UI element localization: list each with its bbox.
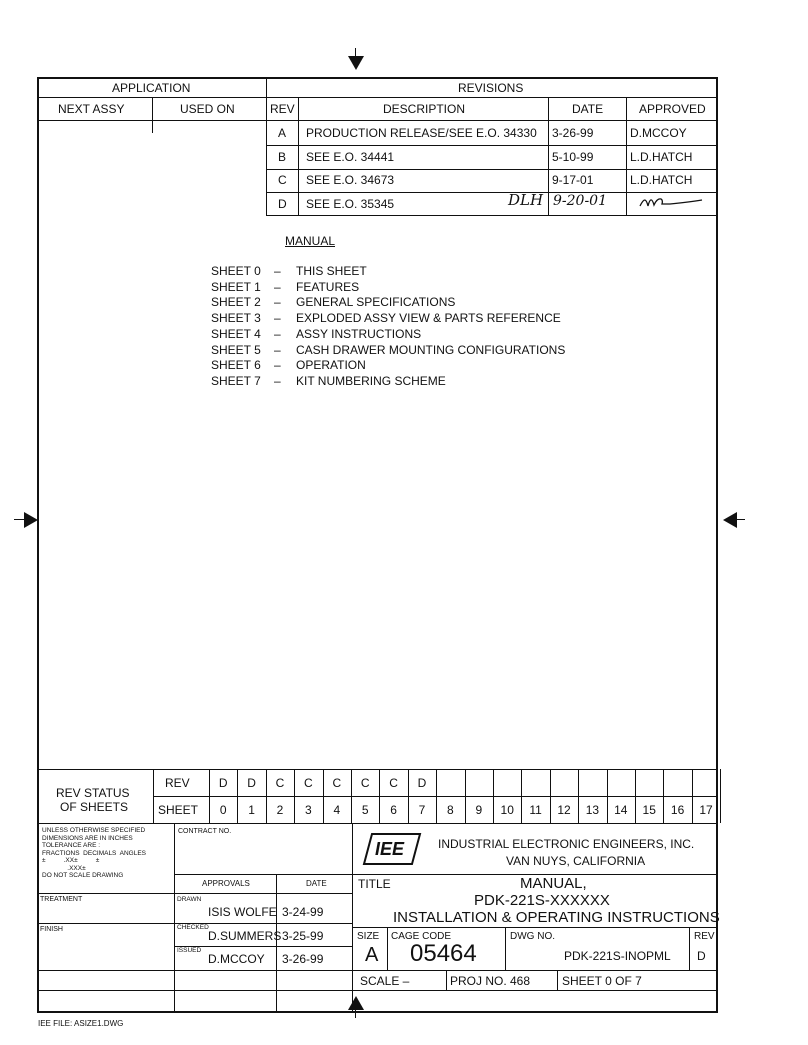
sheet-list-label: SHEET 4 — [211, 326, 261, 341]
sheet-list-dash: – — [274, 279, 281, 294]
sheet-list-label: SHEET 1 — [211, 279, 261, 294]
rev-b-date: 5-10-99 — [552, 150, 594, 164]
top-center-arrow-stem — [355, 48, 356, 58]
company-name: INDUSTRIAL ELECTRONIC ENGINEERS, INC. — [438, 837, 695, 851]
sheet-number: 8 — [447, 803, 454, 817]
tolerance-note-line: UNLESS OTHERWISE SPECIFIED — [42, 827, 146, 834]
sheet-number: 7 — [418, 803, 426, 817]
sheet-rev-letter: C — [332, 776, 342, 790]
treatment-label: TREATMENT — [40, 896, 83, 903]
drawing-frame — [37, 77, 718, 1013]
issued-date: 3-26-99 — [282, 952, 324, 966]
rev-status-label-2: OF SHEETS — [60, 800, 129, 814]
rev-value: D — [697, 949, 706, 963]
sheet-list-text: CASH DRAWER MOUNTING CONFIGURATIONS — [296, 342, 566, 357]
sheet-list-dash: – — [274, 295, 281, 310]
contract-no-label: CONTRACT NO. — [178, 828, 232, 835]
sheet-list-label: SHEET 7 — [211, 373, 261, 388]
sheet-list-text: GENERAL SPECIFICATIONS — [296, 295, 456, 310]
sheet-number: 0 — [219, 803, 227, 817]
sheet-number: 6 — [390, 803, 397, 817]
rev-c-approved: L.D.HATCH — [630, 173, 693, 187]
iee-logo — [362, 832, 422, 866]
scale-label: SCALE – — [360, 974, 410, 988]
title-label: TITLE — [358, 877, 391, 891]
rev-d: D — [278, 197, 287, 211]
sheet-list-label: SHEET 6 — [211, 358, 261, 373]
sheet-number: 3 — [305, 803, 312, 817]
rev-d-approval-signature — [636, 192, 706, 212]
rev-c-description: SEE E.O. 34673 — [306, 173, 395, 187]
sheet-number: 11 — [529, 803, 542, 817]
sheet-list-dash: – — [274, 358, 281, 373]
sheet-number: 4 — [333, 803, 341, 817]
sheet-number: 14 — [614, 803, 628, 817]
sheet-list-dash: – — [274, 342, 281, 357]
description-col-header: DESCRIPTION — [383, 102, 466, 116]
sheet-rev-letter: C — [275, 776, 285, 790]
iee-logo-text: IEE — [375, 839, 405, 859]
checked-by: D.SUMMERS — [208, 929, 282, 943]
sheet-rev-letter: C — [360, 776, 370, 790]
rev-d-description: SEE E.O. 35345 — [306, 197, 395, 211]
rev-d-initials: DLH — [508, 191, 544, 209]
sheet-number: 17 — [699, 803, 713, 817]
approvals-label: APPROVALS — [202, 879, 250, 888]
sheet-list-text: ASSY INSTRUCTIONS — [296, 326, 422, 341]
right-center-arrow-stem — [735, 519, 745, 520]
rev-a-date: 3-26-99 — [552, 126, 594, 140]
cage-code-value: 05464 — [410, 940, 477, 967]
sheet-number: 9 — [475, 803, 483, 817]
sheet-list-label: SHEET 2 — [211, 295, 261, 310]
rev-label: REV — [694, 931, 715, 942]
application-title: APPLICATION — [112, 81, 191, 95]
sheet-rev-letter: C — [389, 776, 398, 790]
tolerance-note-line: DO NOT SCALE DRAWING — [42, 872, 124, 879]
title-line-2: PDK-221S-XXXXXX — [474, 892, 610, 909]
used-on-header: USED ON — [180, 102, 235, 116]
size-label: SIZE — [357, 931, 380, 942]
tolerance-note-line: ± .XX± ± — [42, 857, 100, 864]
rev-status-label-1: REV STATUS — [56, 786, 130, 800]
title-line-1: MANUAL, — [520, 875, 587, 892]
file-note: IEE FILE: ASIZE1.DWG — [38, 1019, 124, 1028]
sheet-number: 5 — [361, 803, 369, 817]
rev-a-description: PRODUCTION RELEASE/SEE E.O. 34330 — [306, 126, 537, 140]
drawn-date: 3-24-99 — [282, 905, 324, 919]
issued-by: D.MCCOY — [208, 952, 265, 966]
sheet-rev-letter: C — [304, 776, 313, 790]
checked-date: 3-25-99 — [282, 929, 324, 943]
proj-no: PROJ NO. 468 — [450, 974, 531, 988]
tolerance-note-line: TOLERANCE ARE : — [42, 842, 101, 849]
sheet-list-dash: – — [274, 326, 281, 341]
sheet-number: 12 — [557, 803, 571, 817]
drawn-label: DRAWN — [177, 896, 202, 903]
sheet-number: 16 — [670, 803, 685, 817]
manual-heading: MANUAL — [285, 234, 336, 248]
sheet-rev-letter: D — [247, 776, 256, 790]
issued-label: ISSUED — [177, 947, 202, 954]
sheet-number: 1 — [248, 803, 255, 817]
rev-row-label: REV — [165, 776, 190, 790]
rev-a: A — [278, 126, 287, 140]
title-line-3: INSTALLATION & OPERATING INSTRUCTIONS — [393, 909, 720, 926]
sheet-list-text: THIS SHEET — [296, 264, 367, 278]
rev-grid-line — [720, 769, 721, 823]
sheet-list-text: FEATURES — [296, 279, 360, 294]
tolerance-note-line: DIMENSIONS ARE IN INCHES — [42, 834, 133, 842]
sheet-list-text: OPERATION — [296, 358, 366, 373]
next-assy-header: NEXT ASSY — [58, 102, 125, 116]
sheet-number: 13 — [585, 803, 600, 817]
sheet-number: 10 — [500, 803, 514, 817]
sheet-row-label: SHEET — [158, 803, 199, 817]
rev-d-date: 9-20-01 — [553, 193, 607, 209]
sheet-of: SHEET 0 OF 7 — [562, 974, 642, 988]
rev-a-approved: D.MCCOY — [630, 126, 687, 140]
sheet-list-dash: – — [274, 311, 281, 326]
rev-col-header: REV — [270, 102, 295, 116]
sheet-list-text: KIT NUMBERING SCHEME — [296, 373, 446, 388]
sheet-list-label: SHEET 0 — [211, 264, 261, 278]
sheet-list-dash: – — [274, 264, 281, 278]
rev-c: C — [278, 173, 287, 187]
sheet-number: 15 — [642, 803, 656, 817]
rev-b-approved: L.D.HATCH — [630, 150, 693, 164]
top-center-arrow — [348, 56, 364, 70]
sheet-list-dash: – — [274, 373, 281, 388]
cage-code-label: CAGE CODE — [391, 931, 452, 942]
sheet-rev-letter: D — [218, 776, 228, 790]
tolerance-note-line: FRACTIONS DECIMALS ANGLES — [42, 849, 147, 857]
finish-label: FINISH — [40, 926, 63, 933]
sheet-list-label: SHEET 3 — [211, 311, 261, 326]
drawn-by: ISIS WOLFE — [208, 905, 277, 919]
right-center-arrow — [723, 512, 737, 528]
sheet-list-text: EXPLODED ASSY VIEW & PARTS REFERENCE — [296, 311, 561, 326]
rev-c-date: 9-17-01 — [552, 173, 594, 187]
checked-label: CHECKED — [177, 924, 209, 931]
left-center-arrow — [24, 512, 38, 528]
dwg-no-value: PDK-221S-INOPML — [564, 949, 671, 963]
revisions-title: REVISIONS — [458, 81, 524, 95]
rev-b: B — [278, 150, 287, 164]
date-label: DATE — [306, 879, 327, 888]
tolerance-note-line: .XXX± — [42, 864, 86, 872]
sheet-rev-letter: D — [417, 776, 427, 790]
sheet-number: 2 — [276, 803, 284, 817]
size-value: A — [365, 944, 379, 966]
rev-b-description: SEE E.O. 34441 — [306, 150, 395, 164]
approved-col-header: APPROVED — [639, 102, 706, 116]
dwg-no-label: DWG NO. — [510, 931, 555, 942]
date-col-header: DATE — [572, 102, 604, 116]
sheet-list-label: SHEET 5 — [211, 342, 261, 357]
left-center-arrow-stem — [14, 519, 26, 520]
company-location: VAN NUYS, CALIFORNIA — [506, 854, 646, 868]
